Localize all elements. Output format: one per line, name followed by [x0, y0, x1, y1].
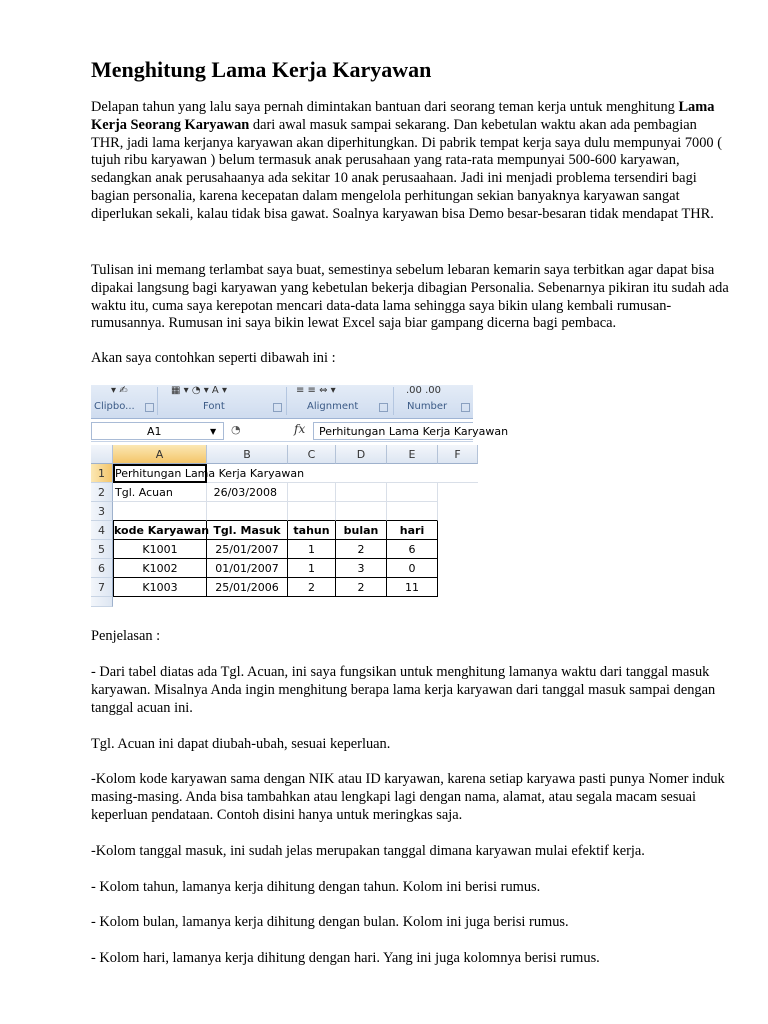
paragraph-8: -Kolom tanggal masuk, ini sudah jelas merupakan tanggal dimana karyawan mulai efektif kerja.: [91, 843, 645, 859]
table-cell: 0: [387, 559, 438, 578]
table-cell: K1003: [113, 578, 207, 597]
row-header: 7: [91, 578, 113, 597]
table-header-cell: hari: [387, 521, 438, 540]
cell-a2: Tgl. Acuan: [113, 483, 207, 502]
ribbon-group-number: Number: [407, 401, 448, 412]
active-cell-outline: [113, 464, 207, 483]
ribbon-group-clipboard: Clipbo...: [94, 401, 135, 412]
row-header: 4: [91, 521, 113, 540]
fx-icon: fx: [294, 422, 306, 436]
cell-empty: [113, 502, 207, 521]
alignment-icons: ≡ ≡ ⇔ ▾: [296, 385, 336, 396]
cell-empty: [288, 483, 336, 502]
select-all-corner: [91, 445, 113, 464]
font-icons: ▦ ▾ ◔ ▾ A ▾: [171, 385, 227, 396]
name-box-value: A1: [147, 425, 162, 438]
chevron-down-icon: ▼: [210, 427, 217, 436]
paragraph-5: - Dari tabel diatas ada Tgl. Acuan, ini saya fungsikan untuk menghitung lamanya waktu dari tanggal masuk karyawan. Misalnya Anda ingin menghitung berapa lama kerja karyawan dari tanggal masuk sampai dengan tanggal acuan ini.: [91, 664, 716, 716]
table-header-cell: Tgl. Masuk: [207, 521, 288, 540]
table-cell: 2: [288, 578, 336, 597]
intro-text-start: Delapan tahun yang lalu saya pernah dimintakan bantuan dari seorang teman kerja untuk menghitung: [91, 99, 679, 115]
table-cell: K1002: [113, 559, 207, 578]
formula-input: Perhitungan Lama Kerja Karyawan: [313, 422, 473, 440]
row-header: 1: [91, 464, 113, 483]
table-cell: 01/01/2007: [207, 559, 288, 578]
column-header: B: [207, 445, 288, 464]
paragraph-9: - Kolom tahun, lamanya kerja dihitung dengan tahun. Kolom ini berisi rumus.: [91, 879, 541, 895]
ribbon-group-font: Font: [203, 401, 225, 412]
cell-empty: [387, 502, 438, 521]
number-icons: .00 .00: [406, 385, 441, 396]
dialog-launcher-icon: [273, 403, 282, 412]
clipboard-icons: ▾ ✍: [111, 385, 128, 396]
table-cell: 1: [288, 540, 336, 559]
dialog-launcher-icon: [145, 403, 154, 412]
row-header: 3: [91, 502, 113, 521]
row-header: 6: [91, 559, 113, 578]
formula-separator-icon: ◔: [231, 423, 241, 436]
paragraph-6: Tgl. Acuan ini dapat diubah-ubah, sesuai keperluan.: [91, 736, 391, 752]
column-header: F: [438, 445, 478, 464]
formula-bar: [91, 421, 509, 442]
cell-b2: 26/03/2008: [207, 483, 288, 502]
cell-empty: [288, 502, 336, 521]
table-cell: 25/01/2006: [207, 578, 288, 597]
excel-screenshot: [91, 385, 509, 608]
table-cell: 2: [336, 540, 387, 559]
row-header: 2: [91, 483, 113, 502]
paragraph-7: -Kolom kode karyawan sama dengan NIK atau ID karyawan, karena setiap karyawa pasti punya Nomer induk masing-masing. Anda bisa tambahkan atau lengkapi lagi dengan nama, alamat, atau segala macam sesuai keperluan pendataan. Contoh disini hanya untuk meringkas saja.: [91, 771, 725, 823]
cell-empty: [336, 483, 387, 502]
cell-empty: [387, 483, 438, 502]
table-header-cell: tahun: [288, 521, 336, 540]
table-cell: K1001: [113, 540, 207, 559]
table-cell: 2: [336, 578, 387, 597]
ribbon-separator: [393, 387, 394, 415]
intro-bold-phrase: Lama Kerja Seorang Karyawan: [91, 99, 715, 133]
paragraph-3: Akan saya contohkan seperti dibawah ini :: [91, 350, 336, 366]
column-header: E: [387, 445, 438, 464]
table-cell: 3: [336, 559, 387, 578]
ribbon-separator: [286, 387, 287, 415]
paragraph-10: - Kolom bulan, lamanya kerja dihitung dengan bulan. Kolom ini juga berisi rumus.: [91, 914, 569, 930]
table-cell: 6: [387, 540, 438, 559]
dialog-launcher-icon: [461, 403, 470, 412]
article-title: Menghitung Lama Kerja Karyawan: [91, 57, 432, 82]
intro-text-end: dari awal masuk sampai sekarang. Dan kebetulan waktu akan ada pembagian THR, jadi lama kerjanya karyawan akan diperhitungkan. Di pabrik tempat kerja saya dulu mempunyai 7000 ( tujuh ribu karyawan ) belum termasuk anak perusahaan yang rata-rata mempunyai 500-600 karyawan, sedangkan anak perusahaanya ada sekitar 10 anak perusaahaan. Jadi ini menjadi problema tersendiri bagi bagian personalia, karena kecepatan dalam mengelola perhitungan sekian banyaknya karyawan sangat diperlukan sekali, kalau tidak bisa gawat. Soalnya karyawan bisa Demo besar-besaran tidak mendapat THR.: [91, 116, 722, 222]
paragraph-2: Tulisan ini memang terlambat saya buat, semestinya sebelum lebaran kemarin saya terbitkan agar dapat bisa dipakai langsung bagi karyawan yang kebetulan bekerja dibagian Personalia. Sebenarnya pikiran itu sudah ada waktu itu, cuma saya kerepotan mencari data-data lama sehingga saya bikin ulang kembali rumusan-rumusannya. Rumusan ini saya bikin lewat Excel saja biar gampang dicerna bagi pembaca.: [91, 262, 729, 332]
column-header: D: [336, 445, 387, 464]
ribbon-separator: [157, 387, 158, 415]
row-header: 5: [91, 540, 113, 559]
paragraph-4: Penjelasan :: [91, 628, 161, 644]
cell-empty: [207, 502, 288, 521]
ribbon-group-alignment: Alignment: [307, 401, 359, 412]
cell-a1: Perhitungan Lama Kerja Karyawan: [113, 464, 478, 483]
paragraph-11: - Kolom hari, lamanya kerja dihitung dengan hari. Yang ini juga kolomnya berisi rumus.: [91, 950, 600, 966]
column-header: A: [113, 445, 207, 464]
table-header-cell: kode Karyawan: [113, 521, 207, 540]
cell-empty: [336, 502, 387, 521]
paragraph-intro: [91, 99, 731, 224]
table-cell: 25/01/2007: [207, 540, 288, 559]
table-cell: 1: [288, 559, 336, 578]
row-header: [91, 597, 113, 607]
table-cell: 11: [387, 578, 438, 597]
dialog-launcher-icon: [379, 403, 388, 412]
table-header-cell: bulan: [336, 521, 387, 540]
excel-ribbon: [91, 385, 473, 419]
name-box: [91, 422, 224, 440]
column-header: C: [288, 445, 336, 464]
